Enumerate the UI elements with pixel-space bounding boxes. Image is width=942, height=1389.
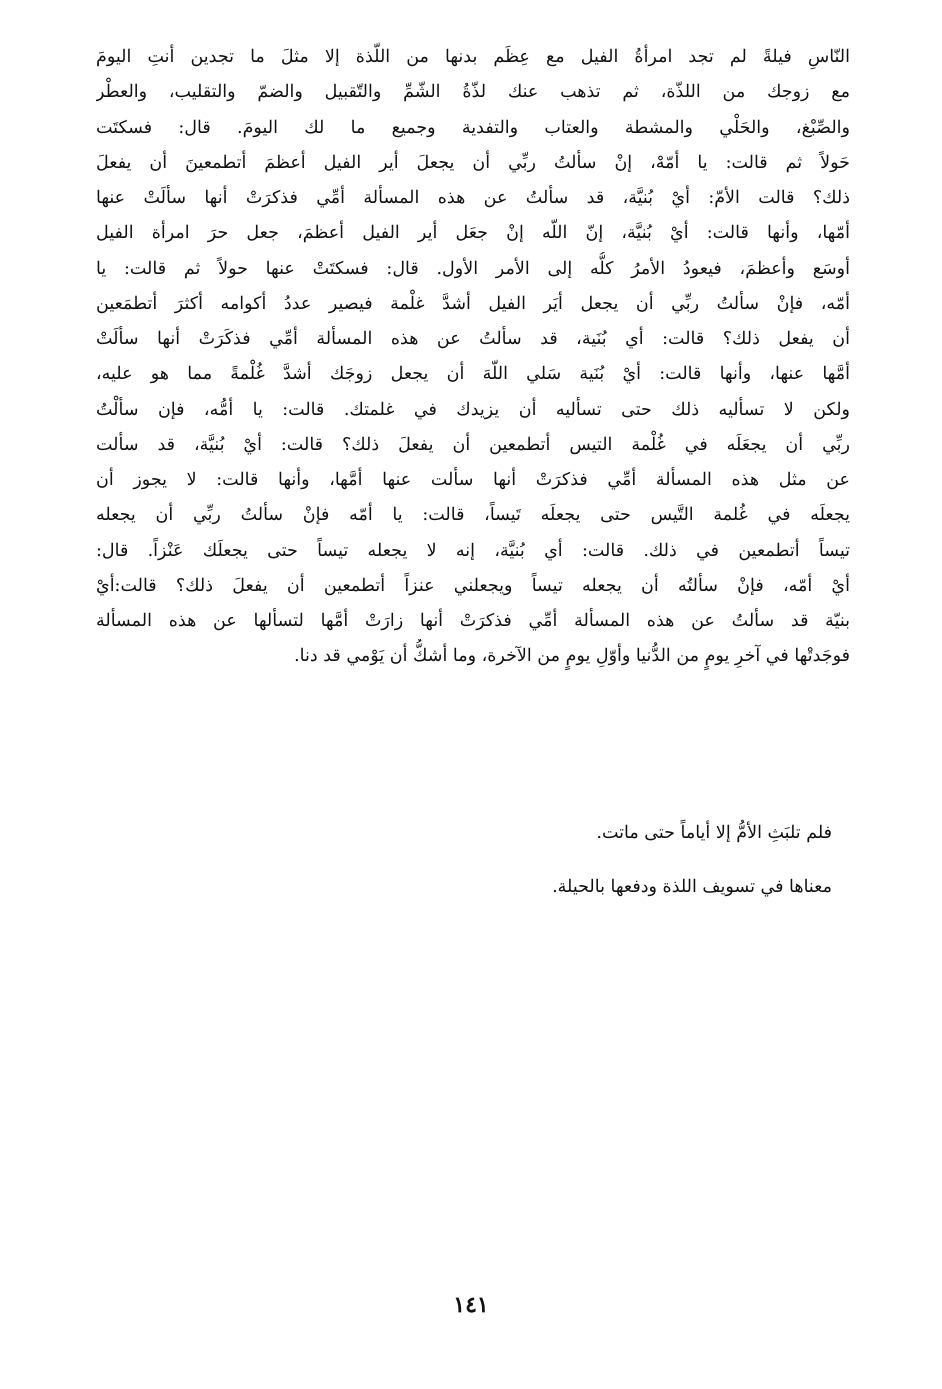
text-line: أمّها، وأنها قالت: أيْ بُنيَّة، إنّ اللّه إنْ جعَل أير الفيل أعظمَ، جعل حرَ امرأة الفيل bbox=[96, 223, 850, 244]
text-line: ولكن لا تسأليه ذلك حتى تسأليه أن يزيدك في غلمتك. قالت: يا أمُّه، فإن سألْتُ bbox=[96, 399, 850, 420]
text-line: حَولاً ثم قالت: يا أمّهْ، إنْ سألتُ ربِّي أن يجعلَ أير الفيل أعظمَ أتطمعينَ أن يفعلَ bbox=[96, 152, 850, 173]
explanation-sentence: معناها في تسويف اللذة ودفعها بالحيلة. bbox=[552, 877, 832, 897]
main-paragraph bbox=[96, 40, 850, 675]
text-line: أيْ أمّه، فإنْ سألتُه أن يجعله تيساً ويجعلني عنزاً أتطمعين أن يفعلَ ذلك؟ قالت:أيْ bbox=[96, 575, 850, 596]
text-line: أوسَع وأعظمَ، فيعودُ الأمرُ كلُّه إلى الأمر الأول. قال: فسكتَتْ عنها حولاً ثم قالت: يا bbox=[96, 258, 850, 279]
text-line: أن يفعل ذلك؟ قالت: أي بُنَية، قد سألتُ عن هذه المسألة أمِّي فذكَرَتْ أنها سألَتْ bbox=[96, 329, 850, 349]
text-line: يجعلَه في غُلمة التَّيس حتى يجعلَه تَيساً، قالت: يا أمّه فإنْ سألتُ ربِّي أن يجعله bbox=[96, 505, 850, 526]
closing-sentence: فلم تلبَثِ الأمُّ إلا أياماً حتى ماتت. bbox=[596, 823, 832, 843]
text-line: فوجَدتْها في آخرِ يومٍ من الدُّنيا وأوّلِ يومٍ من الآخرة، وما أشكُّ أن يَوْمي قد دنا. bbox=[294, 646, 850, 667]
page-number: ١٤١ bbox=[453, 1292, 489, 1318]
text-line: تيساً أتطمعين في ذلك. قالت: أي بُنيَّة، إنه لا يجعله تيساً حتى يجعلَك عَنْزاً. قال: bbox=[96, 540, 850, 561]
text-line: عن مثل هذه المسألة أمِّي فذكرَتْ أنها سألت عنها أمَّها، وأنها قالت: لا يجوز أن bbox=[96, 470, 850, 490]
text-line: أمّه، فإنْ سألتُ ربِّي أن يجعل أيَر الفيل أشدَّ غلْمة فيصير عددُ أكوامه أكثرَ أتطمَعين bbox=[96, 293, 850, 314]
text-line: والصِّبْغ، والحَلْي والمشطة والعتاب والتفدية وجميع ما لك اليومَ. قال: فسكتَت bbox=[96, 117, 850, 138]
text-line: بنيّة قد سألتُ عن هذه المسألة أمِّي فذكرَتْ أنها زارَتْ أمَّها لتسألها عن هذه المسألة bbox=[96, 611, 850, 631]
text-line: ذلك؟ قالت الأمّ: أيْ بُنيَّة، قد سألتُ عن هذه المسألة أمِّي فذكرَتْ أنها سألَتْ عنها bbox=[96, 188, 850, 208]
text-line: مع زوجك من اللذّة، ثم تذهب عنك لذّةُ الشّمِّ والتّقبيل والضمّ والتقليب، والعطْر bbox=[96, 82, 850, 103]
text-line: أمَّها عنها، وأنها قالت: أيْ بُنَية سَلي اللّهَ أن يجعل زوجَك أشدَّ غُلْمةً مما هو عليه، bbox=[96, 364, 850, 385]
text-line: ربِّي أن يجعَلَه في غُلْمة التيس أتطمعين أن يفعلَ ذلك؟ قالت: أيْ بُنيَّة، قد سألت bbox=[96, 434, 850, 455]
text-line: النّاسِ فيلةً لم تجد امرأةُ الفيل مع عِظَم بدنها من اللّذة إلا مثلَ ما تجدين أنتِ اليومَ bbox=[96, 47, 850, 67]
